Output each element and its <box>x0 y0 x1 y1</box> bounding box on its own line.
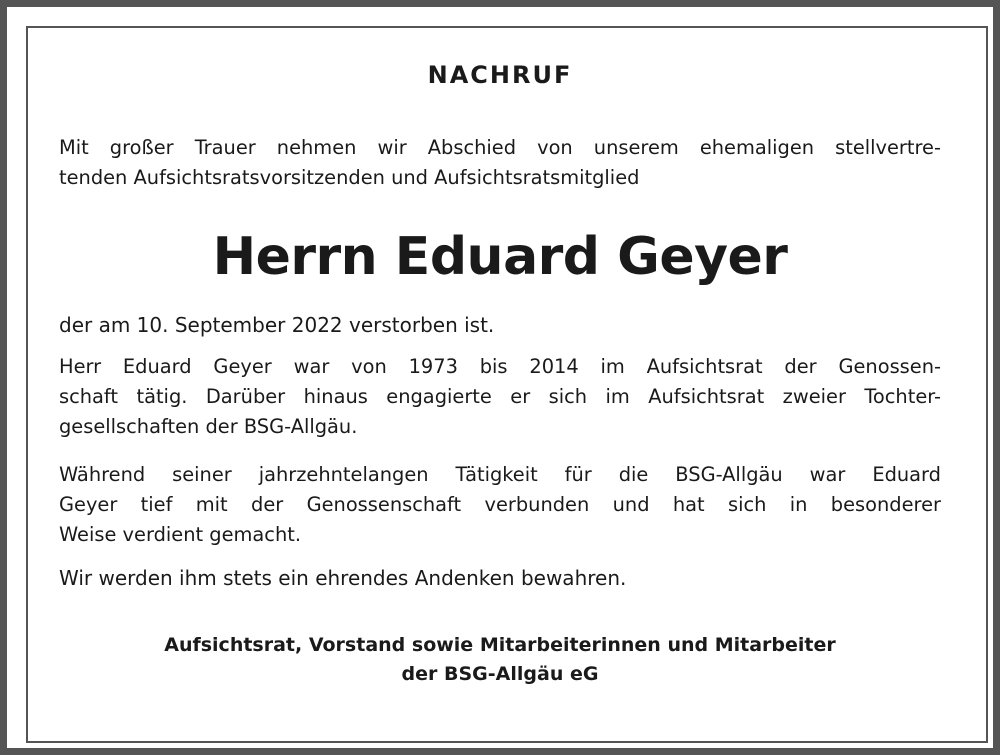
career-line: Herr Eduard Geyer war von 1973 bis 2014 im Aufsichtsrat der Genossen- <box>59 355 941 378</box>
signature-line: Aufsichtsrat, Vorstand sowie Mitarbeiterinnen und Mitarbeiter <box>164 634 836 656</box>
intro-paragraph <box>59 133 941 193</box>
signature-block <box>59 631 941 689</box>
deceased-name: Herrn Eduard Geyer <box>212 227 788 287</box>
date-paragraph <box>59 310 941 340</box>
intro-line: Mit großer Trauer nehmen wir Abschied von unserem ehemaligen stellvertre- <box>59 136 941 159</box>
date-line: der am 10. September 2022 verstorben ist. <box>59 313 495 337</box>
memory-line: Wir werden ihm stets ein ehrendes Andenken bewahren. <box>59 566 627 590</box>
career-line: schaft tätig. Darüber hinaus engagierte er sich im Aufsichtsrat zweier Tochter- <box>59 385 941 408</box>
career-line: gesellschaften der BSG-Allgäu. <box>59 415 358 438</box>
notice-heading: NACHRUF <box>427 61 573 89</box>
tenure-paragraph <box>59 460 941 550</box>
intro-line: tenden Aufsichtsratsvorsitzenden und Aufsichtsratsmitglied <box>59 166 640 189</box>
career-paragraph <box>59 352 941 442</box>
tenure-line: Weise verdient gemacht. <box>59 523 301 546</box>
tenure-line: Während seiner jahrzehntelangen Tätigkeit für die BSG-Allgäu war Eduard <box>59 463 941 486</box>
tenure-line: Geyer tief mit der Genossenschaft verbunden und hat sich in besonderer <box>59 493 941 516</box>
memory-paragraph <box>59 563 941 593</box>
signature-line: der BSG-Allgäu eG <box>401 663 599 685</box>
